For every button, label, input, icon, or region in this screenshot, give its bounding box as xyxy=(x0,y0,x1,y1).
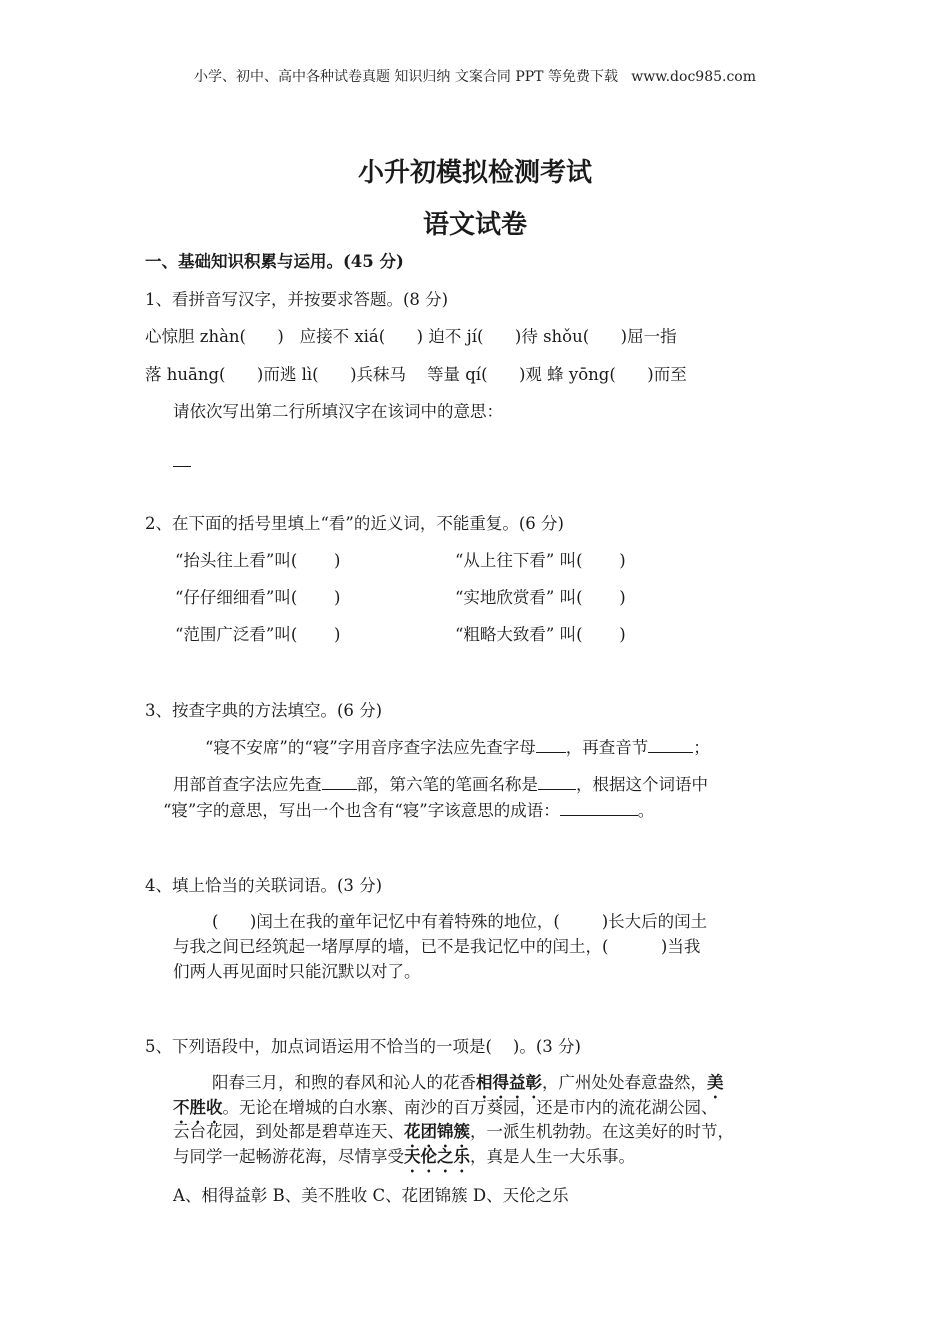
question-1-prompt: 1、看拼音写汉字，并按要求答题。(8 分) xyxy=(145,290,449,309)
emphasized-phrase: 花团锦簇 xyxy=(404,1122,470,1141)
q2-left-item: “仔仔细细看”叫( ) xyxy=(175,588,341,607)
q3-line-2: 用部首查字法应先查 部，第六笔的笔画名称是 ，根据这个词语中 xyxy=(173,775,708,794)
q2-right-item: “粗略大致看” 叫( ) xyxy=(455,625,626,644)
blank-letter[interactable] xyxy=(536,737,566,753)
q4-line: 们两人再见面时只能沉默以对了。 xyxy=(173,962,421,981)
emphasized-phrase: 相得益彰 xyxy=(476,1073,542,1092)
q3-line-3: “寝”字的意思，写出一个也含有“寝”字该意思的成语： 。 xyxy=(163,801,655,820)
question-1-instruction: 请依次写出第二行所填汉字在该词中的意思： xyxy=(173,402,503,421)
q4-line: 与我之间已经筑起一堵厚厚的墙，已不是我记忆中的闰土，( )当我 xyxy=(173,937,701,956)
exam-subtitle: 语文试卷 xyxy=(422,210,527,240)
emphasized-phrase: 美 xyxy=(707,1073,724,1092)
q5-paragraph-line: 不胜收。无论在增城的白水寨、南沙的百万葵园，还是市内的流花湖公园、 xyxy=(173,1098,718,1117)
question-5-prompt: 5、下列语段中，加点词语运用不恰当的一项是( )。(3 分) xyxy=(145,1037,581,1056)
blank-stroke[interactable] xyxy=(538,774,576,790)
question-3-prompt: 3、按查字典的方法填空。(6 分) xyxy=(145,701,383,720)
q5-options: A、相得益彰 B、美不胜收 C、花团锦簇 D、天伦之乐 xyxy=(173,1186,569,1205)
q5-paragraph-line: 阳春三月，和煦的春风和沁人的花香相得益彰，广州处处春意盎然，美 xyxy=(212,1073,724,1092)
q2-right-item: “从上往下看” 叫( ) xyxy=(455,551,626,570)
q5-paragraph-line: 与同学一起畅游花海，尽情享受天伦之乐，真是人生一大乐事。 xyxy=(173,1147,635,1166)
emphasized-phrase: 不胜收 xyxy=(173,1098,223,1117)
q4-line: ( )闰土在我的童年记忆中有着特殊的地位，( )长大后的闰土 xyxy=(212,912,708,931)
page-header: 小学、初中、高中各种试卷真题 知识归纳 文案合同 PPT 等免费下载 www.doc985.com xyxy=(193,69,756,85)
blank-idiom[interactable] xyxy=(560,800,638,816)
q5-paragraph-line: 云台花园，到处都是碧草连天、花团锦簇，一派生机勃勃。在这美好的时节， xyxy=(173,1122,734,1141)
question-4-prompt: 4、填上恰当的关联词语。(3 分) xyxy=(145,876,383,895)
exam-title: 小升初模拟检测考试 xyxy=(357,158,592,188)
blank-radical[interactable] xyxy=(322,774,357,790)
q2-right-item: “实地欣赏看” 叫( ) xyxy=(455,588,626,607)
emphasized-phrase: 天伦之乐 xyxy=(404,1147,470,1166)
section-heading: 一、基础知识积累与运用。(45 分) xyxy=(145,252,404,271)
answer-line[interactable] xyxy=(173,452,191,471)
question-2-prompt: 2、在下面的括号里填上“看”的近义词，不能重复。(6 分) xyxy=(145,514,564,533)
blank-syllable[interactable] xyxy=(648,737,693,753)
q2-left-item: “范围广泛看”叫( ) xyxy=(175,625,341,644)
q3-line-1: “寝不安席”的“寝”字用音序查字法应先查字母 ，再查音节 ； xyxy=(205,738,710,757)
question-1-row-1: 心惊胆 zhàn( ) 应接不 xiá( ) 迫不 jí( )待 shǒu( )屈一指 xyxy=(145,327,677,346)
question-1-row-2: 落 huāng( )而逃 lì( )兵秣马 等量 qí( )观 蜂 yōng( )而至 xyxy=(145,365,687,384)
q2-left-item: “抬头往上看”叫( ) xyxy=(175,551,341,570)
